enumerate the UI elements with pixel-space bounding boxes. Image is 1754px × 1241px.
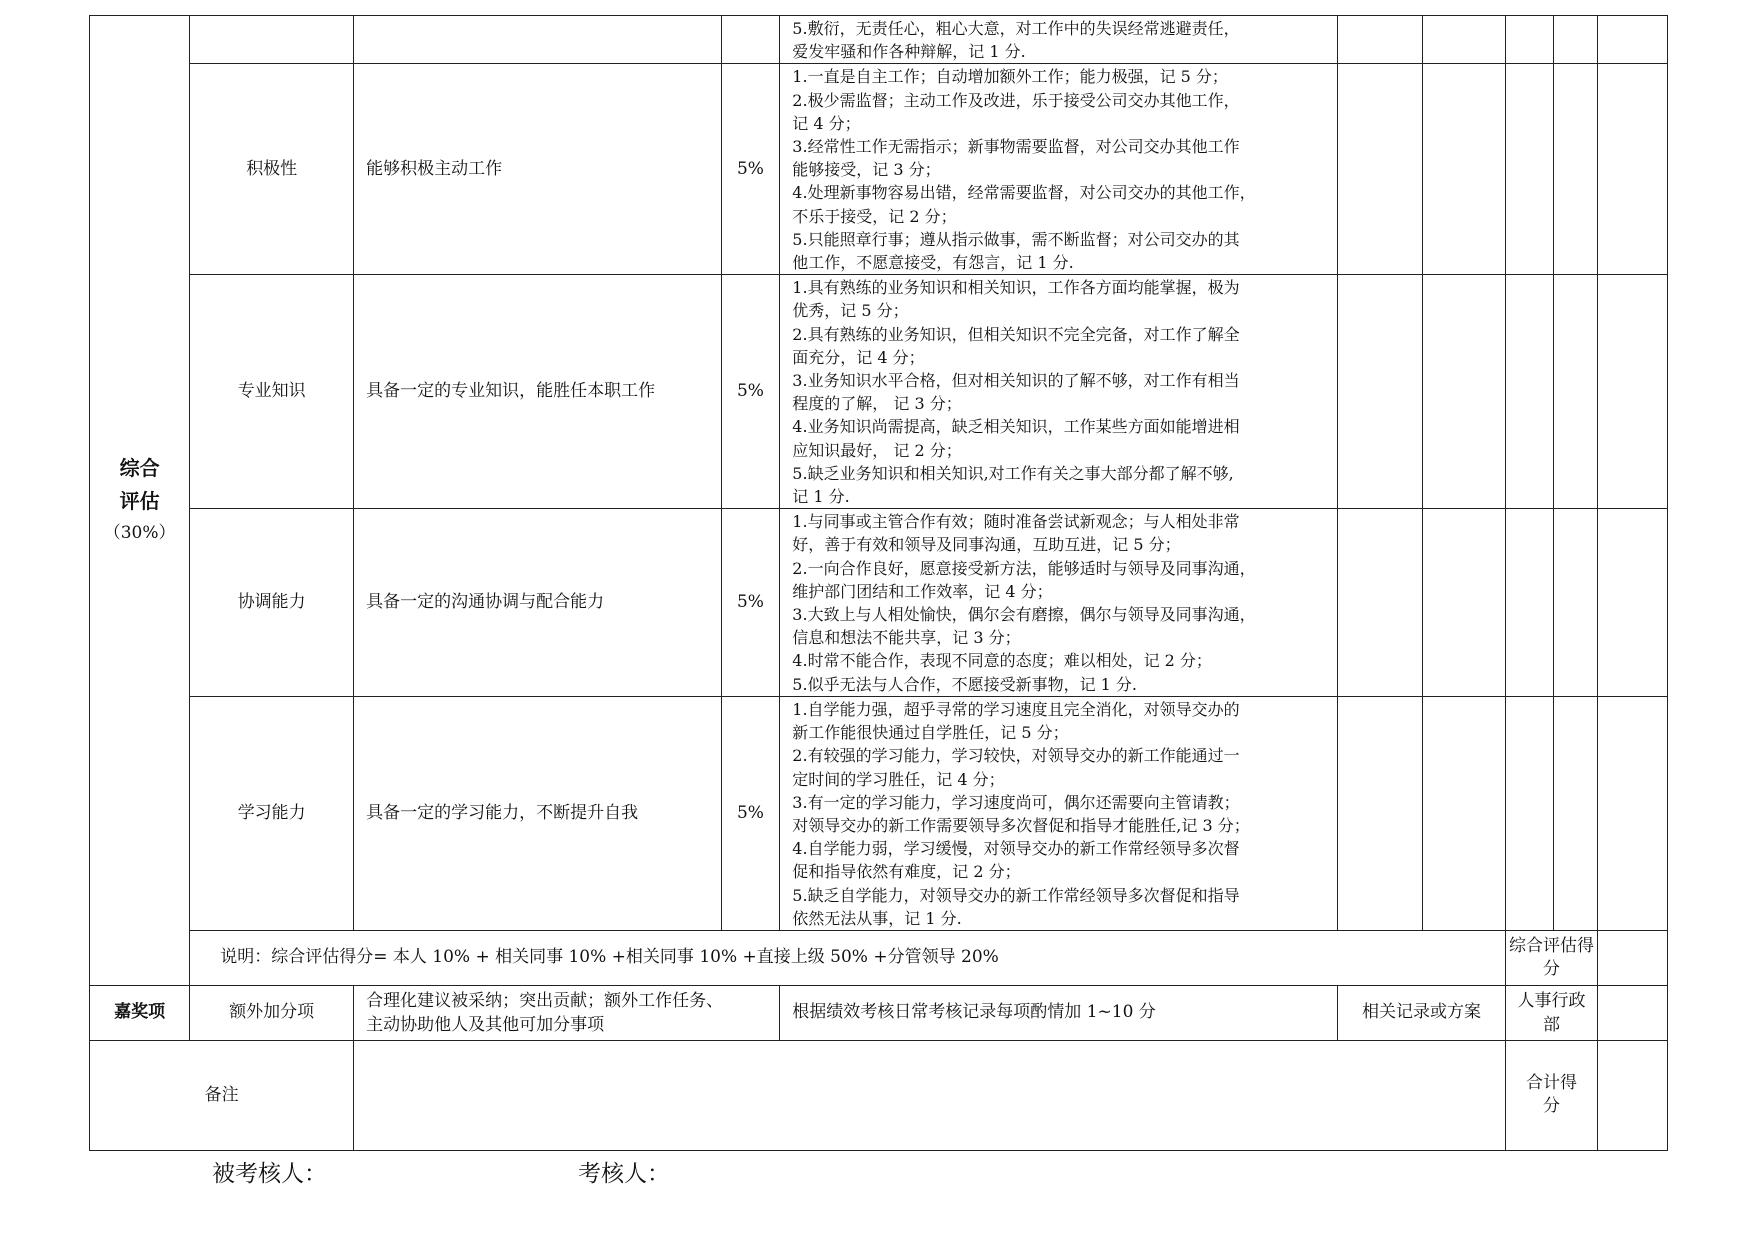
remarks-content[interactable] — [354, 1040, 1506, 1150]
standard-line: 5.缺乏业务知识和相关知识,对工作有关之事大部分都了解不够, 记 1 分. — [792, 463, 1234, 507]
standard-line: 4.业务知识尚需提高，缺乏相关知识，工作某些方面如能增进相 应知识最好， 记 2 分； — [792, 417, 1240, 460]
item-standard — [780, 696, 1338, 930]
score-cell[interactable] — [1506, 509, 1554, 697]
score-cell[interactable] — [1338, 696, 1423, 930]
standard-line: 3.经常性工作无需指示；新事物需要监督，对公司交办其他工作 能够接受，记 3 分； — [792, 137, 1240, 180]
score-cell[interactable] — [1506, 16, 1554, 64]
item-weight: 5% — [721, 64, 780, 275]
continuation-row — [90, 16, 1668, 64]
item-row-coordination — [90, 509, 1668, 697]
total-score-label: 合计得 分 — [1506, 1040, 1598, 1150]
score-cell[interactable] — [1553, 16, 1598, 64]
score-cell[interactable] — [1553, 696, 1598, 930]
score-cell[interactable] — [1423, 64, 1506, 275]
assessor-signature-label: 考核人： — [578, 1161, 670, 1187]
score-cell[interactable] — [1598, 509, 1668, 697]
item-requirement: 具备一定的沟通协调与配合能力 — [354, 509, 721, 697]
score-cell[interactable] — [1338, 509, 1423, 697]
score-cell[interactable] — [1598, 696, 1668, 930]
standard-line: 4.时常不能合作，表现不同意的态度；难以相处，记 2 分； — [792, 651, 1212, 671]
assessee-signature-label: 被考核人： — [212, 1161, 327, 1187]
composite-score-value[interactable] — [1598, 930, 1668, 985]
standard-line: 5.似乎无法与人合作，不愿接受新事物，记 1 分. — [792, 674, 1138, 694]
composite-score-label: 综合评估得 分 — [1506, 930, 1598, 985]
score-cell[interactable] — [1506, 696, 1554, 930]
bonus-source: 相关记录或方案 — [1338, 985, 1506, 1040]
item-standard — [780, 16, 1338, 64]
item-name — [190, 16, 354, 64]
category-weight: （30%） — [103, 523, 176, 544]
bonus-dept: 人事行政 部 — [1506, 985, 1598, 1040]
score-cell[interactable] — [1598, 275, 1668, 509]
bonus-score-value[interactable] — [1598, 985, 1668, 1040]
standard-line: 1.具有熟练的业务知识和相关知识，工作各方面均能掌握，极为 优秀，记 5 分； — [792, 278, 1240, 321]
remarks-label: 备注 — [90, 1040, 354, 1150]
standard-line: 2.一向合作良好，愿意接受新方法，能够适时与领导及同事沟通， 维护部门团结和工作效率，记 4 分； — [792, 558, 1256, 601]
bonus-item-name: 额外加分项 — [190, 985, 354, 1040]
standard-line: 1.自学能力强，超乎寻常的学习速度且完全消化，对领导交办的 新工作能很快通过自学胜任，记 5 分； — [792, 699, 1240, 743]
item-standard — [780, 64, 1338, 275]
item-name: 积极性 — [190, 64, 354, 275]
item-standard — [780, 509, 1338, 697]
item-requirement — [354, 16, 721, 64]
standard-line: 3.有一定的学习能力，学习速度尚可，偶尔还需要向主管请教； 对领导交办的新工作需要领导多次督促和指导才能胜任,记 3 分； — [792, 792, 1250, 835]
item-weight: 5% — [721, 275, 780, 509]
standard-line: 2.有较强的学习能力，学习较快，对领导交办的新工作能通过一 定时间的学习胜任，记 4 分； — [792, 746, 1240, 789]
score-cell[interactable] — [1598, 16, 1668, 64]
standard-line: 4.处理新事物容易出错，经常需要监督，对公司交办的其他工作， 不乐于接受，记 2 分； — [792, 183, 1256, 226]
score-cell[interactable] — [1553, 64, 1598, 275]
item-row-knowledge — [90, 275, 1668, 509]
item-weight: 5% — [721, 509, 780, 697]
bonus-standard: 根据绩效考核日常考核记录每项酌情加 1~10 分 — [780, 985, 1338, 1040]
bonus-category: 嘉奖项 — [90, 985, 190, 1040]
item-requirement: 具备一定的专业知识，能胜任本职工作 — [354, 275, 721, 509]
standard-line: 1.与同事或主管合作有效；随时准备尝试新观念；与人相处非常 好，善于有效和领导及同事沟通，互助互进，记 5 分； — [792, 512, 1240, 555]
item-weight: 5% — [721, 696, 780, 930]
item-row-learning — [90, 696, 1668, 930]
item-weight — [721, 16, 780, 64]
score-cell[interactable] — [1553, 275, 1598, 509]
item-name: 专业知识 — [190, 275, 354, 509]
score-cell[interactable] — [1423, 16, 1506, 64]
category-line2: 评估 — [119, 489, 160, 514]
category-line1: 综合 — [119, 456, 160, 481]
category-cell — [90, 16, 190, 986]
score-cell[interactable] — [1338, 275, 1423, 509]
score-cell[interactable] — [1423, 509, 1506, 697]
score-cell[interactable] — [1423, 696, 1506, 930]
score-formula-note: 说明：综合评估得分= 本人 10% + 相关同事 10% +相关同事 10% +直接上级 50% +分管领导 20% — [190, 930, 1506, 985]
standard-line: 5.缺乏自学能力，对领导交办的新工作常经领导多次督促和指导 依然无法从事，记 1 分. — [792, 885, 1240, 928]
standard-line: 4.自学能力弱，学习缓慢，对领导交办的新工作常经领导多次督 促和指导依然有难度，记 2 分； — [792, 839, 1240, 882]
score-cell[interactable] — [1553, 509, 1598, 697]
standard-line: 3.大致上与人相处愉快，偶尔会有磨擦，偶尔与领导及同事沟通， 信息和想法不能共享，记 3 分； — [792, 605, 1256, 648]
score-cell[interactable] — [1338, 64, 1423, 275]
standard-line: 5.敷衍，无责任心，粗心大意，对工作中的失误经常逃避责任， 爱发牢骚和作各种辩解，记 1 分. — [792, 19, 1240, 62]
score-cell[interactable] — [1598, 64, 1668, 275]
item-name: 学习能力 — [190, 696, 354, 930]
item-requirement: 具备一定的学习能力，不断提升自我 — [354, 696, 721, 930]
standard-line: 2.极少需监督；主动工作及改进，乐于接受公司交办其他工作， 记 4 分； — [792, 90, 1240, 133]
score-cell[interactable] — [1423, 275, 1506, 509]
explanation-row — [90, 930, 1668, 985]
bonus-requirement: 合理化建议被采纳；突出贡献；额外工作任务、 主动协助他人及其他可加分事项 — [354, 985, 780, 1040]
score-cell[interactable] — [1506, 64, 1554, 275]
item-standard — [780, 275, 1338, 509]
score-cell[interactable] — [1506, 275, 1554, 509]
remarks-row — [90, 1040, 1668, 1150]
standard-line: 3.业务知识水平合格，但对相关知识的了解不够，对工作有相当 程度的了解， 记 3 分； — [792, 371, 1240, 414]
item-requirement: 能够积极主动工作 — [354, 64, 721, 275]
item-row-initiative — [90, 64, 1668, 275]
total-score-value[interactable] — [1598, 1040, 1668, 1150]
standard-line: 2.具有熟练的业务知识，但相关知识不完全完备，对工作了解全 面充分，记 4 分； — [792, 324, 1240, 367]
standard-line: 5.只能照章行事；遵从指示做事，需不断监督；对公司交办的其 他工作，不愿意接受，有怨言，记 1 分. — [792, 229, 1240, 273]
category-label — [90, 452, 189, 518]
bonus-row — [90, 985, 1668, 1040]
item-name: 协调能力 — [190, 509, 354, 697]
evaluation-table — [89, 15, 1668, 1151]
score-cell[interactable] — [1338, 16, 1423, 64]
standard-line: 1.一直是自主工作；自动增加额外工作；能力极强，记 5 分； — [792, 67, 1228, 87]
